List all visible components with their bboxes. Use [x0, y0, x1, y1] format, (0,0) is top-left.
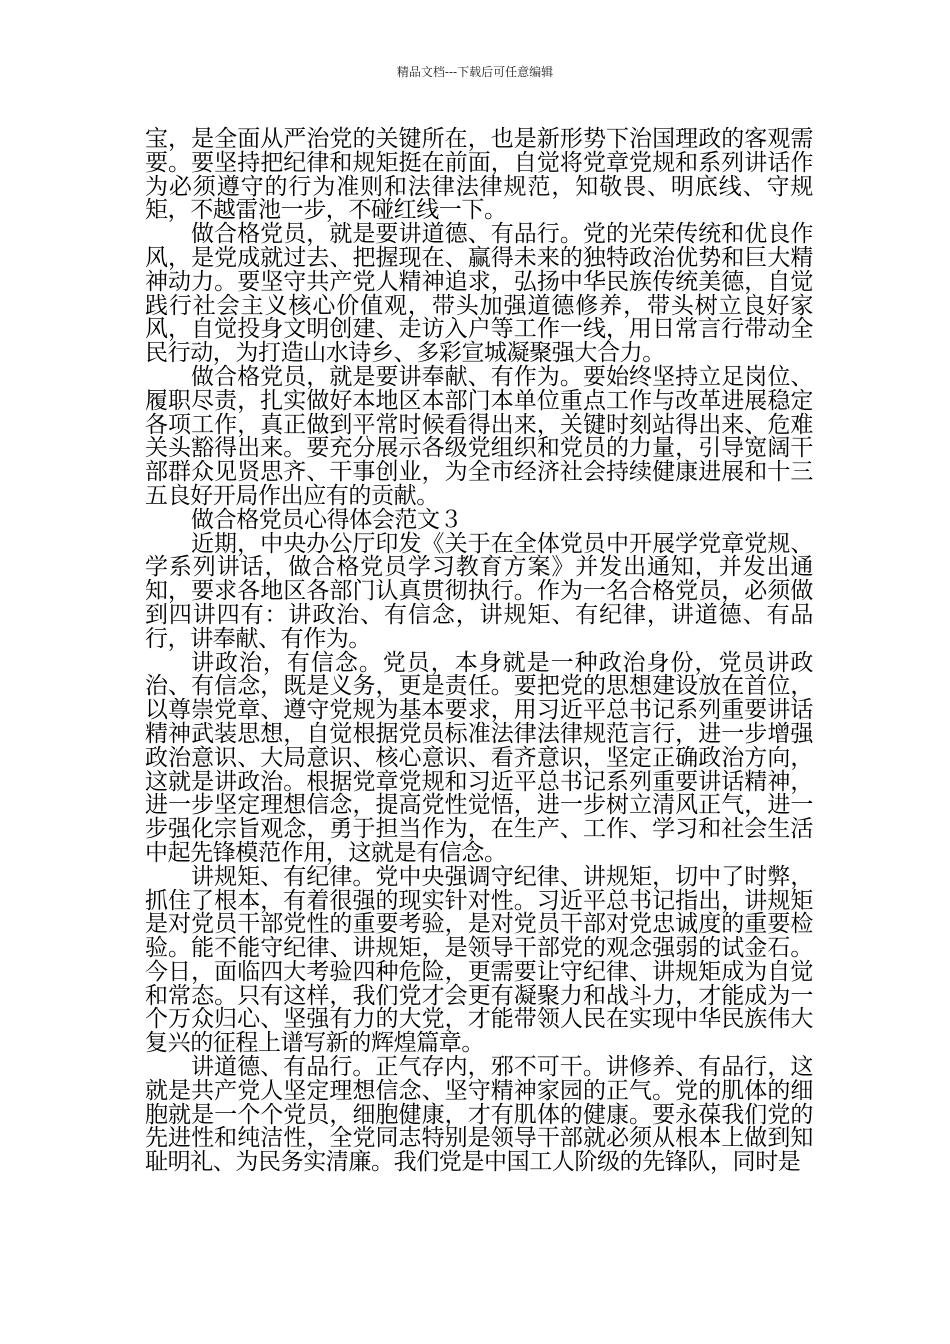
paragraph-virtue: 讲道德、有品行。正气存内，邪不可干。讲修养、有品行，这就是共产党人坚定理想信念、坚守精神家园的正气。党的肌体的细胞就是一个个党员，细胞健康，才有肌体的健康。要永葆我们党的先进性和纯洁性，全党同志特别是领导干部就必须从根本上做到知耻明礼、为民务实清廉。我们党是中国工人阶级的先锋队，同时是 [145, 1054, 813, 1176]
paragraph-politics: 讲政治，有信念。党员，本身就是一种政治身份，党员讲政治、有信念，既是义务，更是责任。要把党的思想建设放在首位，以尊崇党章、遵守党规为基本要求，用习近平总书记系列重要讲话精神武装思想，自觉根据党员标准法律法律规范言行，进一步增强政治意识、大局意识、核心意识、看齐意识，坚定正确政治方向，这就是讲政治。根据党章党规和习近平总书记系列重要讲话精神，进一步坚定理想信念，提高党性觉悟，进一步树立清风正气，进一步强化宗旨观念，勇于担当作为，在生产、工作、学习和社会生活中起先锋模范作用，这就是有信念。 [145, 649, 813, 866]
paragraph-discipline: 讲规矩、有纪律。党中央强调守纪律、讲规矩，切中了时弊，抓住了根本，有着很强的现实针对性。习近平总书记指出，讲规矩是对党员干部党性的重要考验，是对党员干部对党忠诚度的重要检验。能不能守纪律、讲规矩，是领导干部党的观念强弱的试金石。今日，面临四大考验四种危险，更需要让守纪律、讲规矩成为自觉和常态。只有这样，我们党才会更有凝聚力和战斗力，才能成为一个万众归心、坚强有力的大党，才能带领人民在实现中华民族伟大复兴的征程上谱写新的辉煌篇章。 [145, 863, 813, 1057]
paragraph-dedication: 做合格党员，就是要讲奉献、有作为。要始终坚持立足岗位、履职尽责，扎实做好本地区本部门本单位重点工作与改革进展稳定各项工作，真正做到平常时候看得出来，关键时刻站得出来、危难关头豁得出来。要充分展示各级党组织和党员的力量，引导宽阔干部群众见贤思齐、干事创业，为全市经济社会持续健康进展和十三五良好开局作出应有的贡献。 [145, 363, 813, 509]
paragraph-morality: 做合格党员，就是要讲道德、有品行。党的光荣传统和优良作风，是党成就过去、把握现在、赢得未来的独特政治优势和巨大精神动力。要坚守共产党人精神追求，弘扬中华民族传统美德，自觉践行社会主义核心价值观，带头加强道德修养，带头树立良好家风，自觉投身文明创建、走访入户等工作一线，用日常言行带动全民行动，为打造山水诗乡、多彩宣城凝聚强大合力。 [145, 221, 813, 367]
document-body [145, 128, 813, 1175]
paragraph-continuation: 宝，是全面从严治党的关键所在，也是新形势下治国理政的客观需要。要坚持把纪律和规矩挺在前面，自觉将党章党规和系列讲话作为必须遵守的行为准则和法律法律规范，知敬畏、明底线、守规矩，不越雷池一步，不碰红线一下。 [145, 126, 813, 224]
paragraph-intro: 近期，中央办公厅印发《关于在全体党员中开展学党章党规、学系列讲话，做合格党员学习教育方案》并发出通知，并发出通知，要求各地区各部门认真贯彻执行。作为一名合格党员，必须做到四讲四有：讲政治、有信念，讲规矩、有纪律，讲道德、有品行，讲奉献、有作为。 [145, 530, 813, 652]
section-heading: 做合格党员心得体会范文３ [191, 506, 463, 533]
page-header: 精品文档---下载后可任意编辑 [396, 65, 554, 79]
